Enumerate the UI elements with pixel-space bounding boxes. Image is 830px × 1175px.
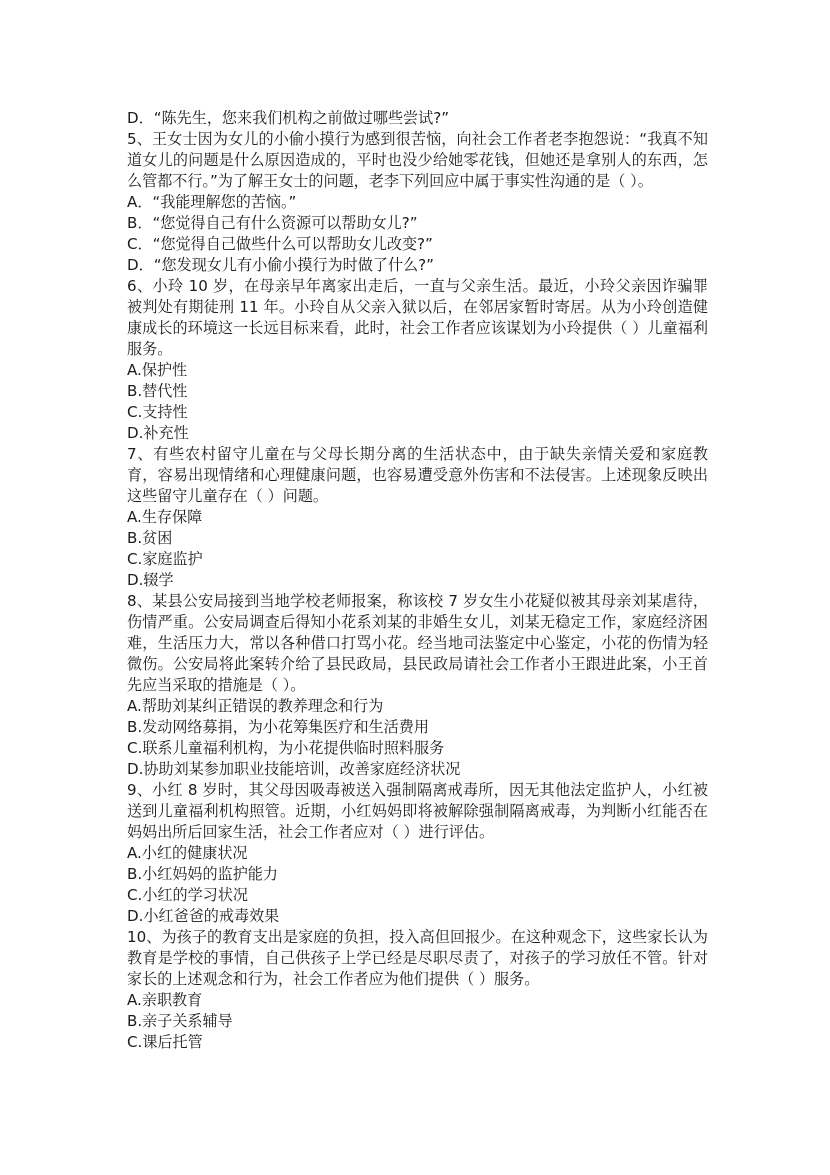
question-option: B.贫困 <box>127 529 173 547</box>
question-option: C.支持性 <box>127 403 188 421</box>
question-option: A.生存保障 <box>127 508 203 526</box>
question-block <box>127 129 708 276</box>
question-option: A.保护性 <box>127 361 188 379</box>
question-option: D.小红爸爸的戒毒效果 <box>127 907 280 925</box>
question-option: A.小红的健康状况 <box>127 844 248 862</box>
question-stem: 9、小红 8 岁时，其父母因吸毒被送入强制隔离戒毒所，因无其他法定监护人，小红被送到儿童福利机构照管。近期，小红妈妈即将被解除强制隔离戒毒，为判断小红能否在妈妈出所后回家生活，社会工作者应对（ ）进行评估。 <box>127 781 708 841</box>
question-stem: 8、某县公安局接到当地学校老师报案，称该校 7 岁女生小花疑似被其母亲刘某虐待，伤情严重。公安局调查后得知小花系刘某的非婚生女儿，刘某无稳定工作，家庭经济困难，生活压力大，常以各种借口打骂小花。经当地司法鉴定中心鉴定，小花的伤情为轻微伤。公安局将此案转介给了县民政局，县民政局请社会工作者小王跟进此案，小王首先应当采取的措施是（ ）。 <box>127 592 708 694</box>
question-option: D.补充性 <box>127 424 189 442</box>
question-option: B．“您觉得自己有什么资源可以帮助女儿?” <box>127 214 418 232</box>
question-option: D.辍学 <box>127 571 174 589</box>
question-option: C.课后托管 <box>127 1033 203 1051</box>
question-option: C.小红的学习状况 <box>127 886 248 904</box>
question-stem: 6、小玲 10 岁，在母亲早年离家出走后，一直与父亲生活。最近，小玲父亲因诈骗罪被判处有期徒刑 11 年。小玲自从父亲入狱以后，在邻居家暂时寄居。从为小玲创造健康成长的环境这一长远目标来看，此时，社会工作者应该谋划为小玲提供（ ）儿童福利服务。 <box>127 277 708 358</box>
question-option: D.协助刘某参加职业技能培训，改善家庭经济状况 <box>127 760 461 778</box>
question-option: C.联系儿童福利机构，为小花提供临时照料服务 <box>127 739 445 757</box>
document-body <box>127 108 708 1053</box>
question-block <box>127 276 708 444</box>
question-option: B.发动网络募捐，为小花筹集医疗和生活费用 <box>127 718 429 736</box>
question-option: A.帮助刘某纠正错误的教养理念和行为 <box>127 697 384 715</box>
question-option: C.家庭监护 <box>127 550 203 568</box>
question-option: A．“我能理解您的苦恼。” <box>127 193 297 211</box>
question-option: B.亲子关系辅导 <box>127 1012 233 1030</box>
question-option: D．“您发现女儿有小偷小摸行为时做了什么?” <box>127 256 434 274</box>
question-block <box>127 927 708 1053</box>
question-option: B.小红妈妈的监护能力 <box>127 865 278 883</box>
question-block <box>127 591 708 780</box>
question-option: A.亲职教育 <box>127 991 203 1009</box>
question-stem: 7、有些农村留守儿童在与父母长期分离的生活状态中，由于缺失亲情关爱和家庭教育，容易出现情绪和心理健康问题，也容易遭受意外伤害和不法侵害。上述现象反映出这些留守儿童存在（ ）问题。 <box>127 445 708 505</box>
question-option: C．“您觉得自己做些什么可以帮助女儿改变?” <box>127 235 433 253</box>
orphan-option-d: D．“陈先生，您来我们机构之前做过哪些尝试?” <box>127 109 450 127</box>
question-stem: 5、王女士因为女儿的小偷小摸行为感到很苦恼，向社会工作者老李抱怨说：“我真不知道女儿的问题是什么原因造成的，平时也没少给她零花钱，但她还是拿别人的东西，怎么管都不行。”为了解王女士的问题，老李下列回应中属于事实性沟通的是（ ）。 <box>127 130 708 190</box>
question-block <box>127 780 708 927</box>
question-block <box>127 444 708 591</box>
question-option: B.替代性 <box>127 382 188 400</box>
question-stem: 10、为孩子的教育支出是家庭的负担，投入高但回报少。在这种观念下，这些家长认为教育是学校的事情，自己供孩子上学已经是尽职尽责了，对孩子的学习放任不管。针对家长的上述观念和行为，社会工作者应为他们提供（ ）服务。 <box>127 928 708 988</box>
